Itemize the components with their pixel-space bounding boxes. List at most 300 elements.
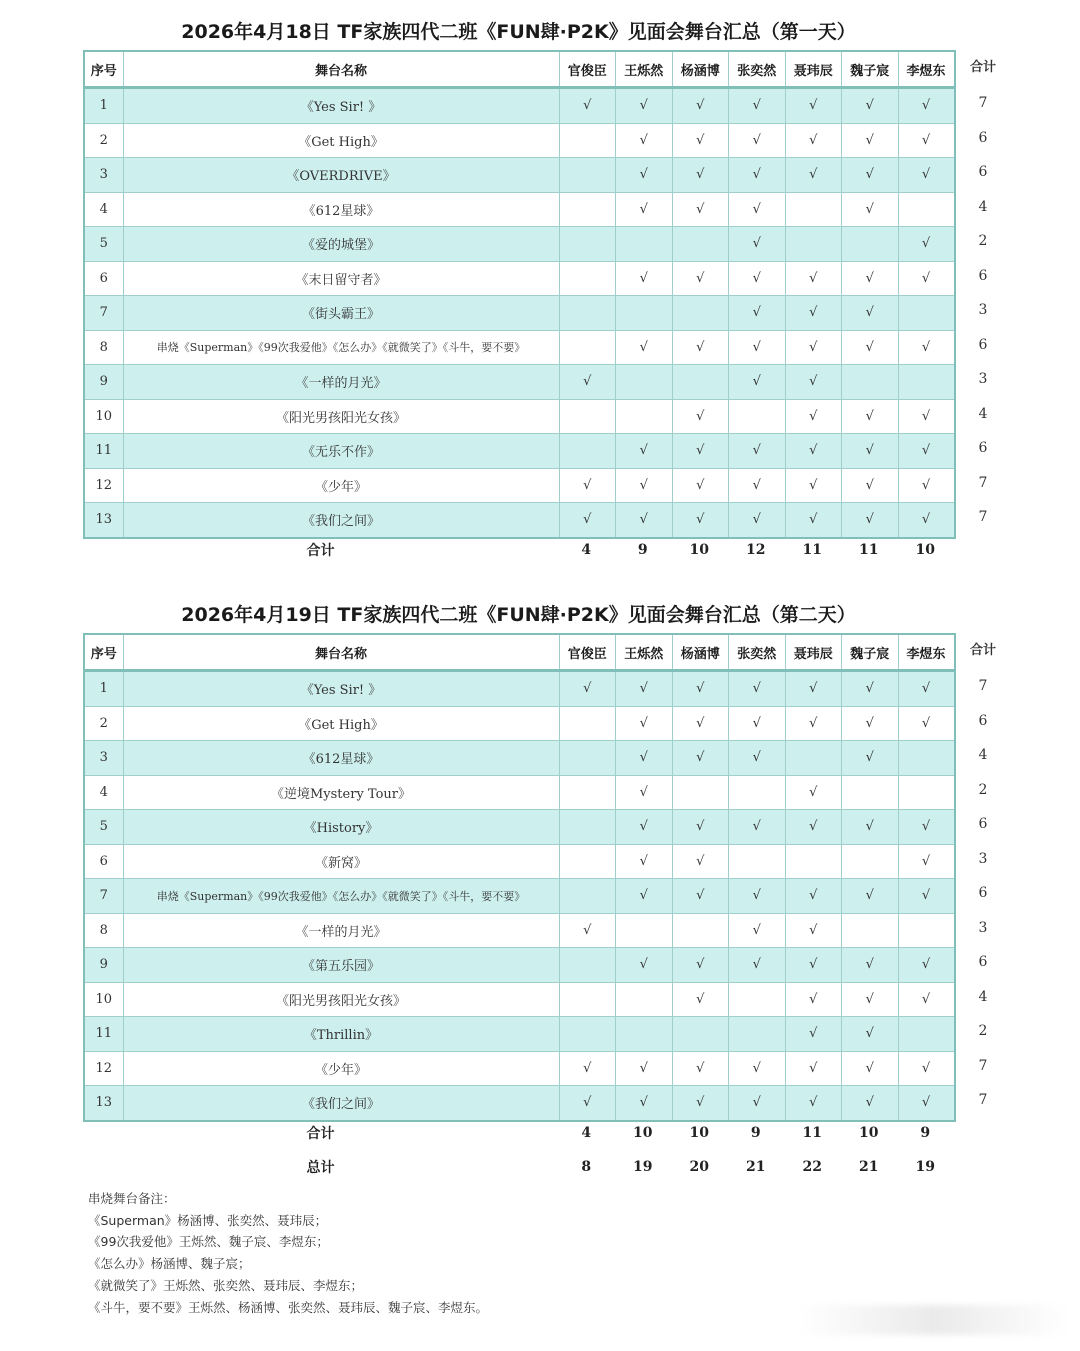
check-mark-icon: √ bbox=[729, 948, 786, 983]
row-stage-name: 《Get High》 bbox=[123, 706, 559, 741]
grandtotal-value: 19 bbox=[633, 1159, 653, 1175]
header-member: 聂玮辰 bbox=[785, 634, 842, 671]
row-total: 7 bbox=[978, 474, 988, 491]
row-stage-name: 《少年》 bbox=[123, 468, 559, 503]
check-mark-icon: √ bbox=[729, 330, 786, 365]
check-mark-icon: √ bbox=[729, 468, 786, 503]
check-mark-icon: √ bbox=[616, 261, 673, 296]
row-stage-name: 《Yes Sir! 》 bbox=[123, 671, 559, 707]
header-seq: 序号 bbox=[84, 634, 123, 671]
row-stage-name: 《我们之间》 bbox=[123, 503, 559, 538]
notes-heading: 串烧舞台备注： bbox=[88, 1191, 176, 1206]
header-member: 杨涵博 bbox=[672, 51, 729, 88]
row-seq: 11 bbox=[84, 1017, 123, 1052]
check-mark-icon: √ bbox=[616, 330, 673, 365]
empty-cell bbox=[559, 1017, 616, 1052]
check-mark-icon: √ bbox=[785, 296, 842, 331]
subtotal-value: 11 bbox=[859, 542, 879, 558]
subtotal-value: 12 bbox=[746, 542, 766, 558]
row-seq: 2 bbox=[84, 706, 123, 741]
check-mark-icon: √ bbox=[842, 741, 899, 776]
empty-cell bbox=[898, 913, 955, 948]
check-mark-icon: √ bbox=[616, 775, 673, 810]
row-seq: 8 bbox=[84, 330, 123, 365]
empty-cell bbox=[842, 913, 899, 948]
row-stage-name: 《我们之间》 bbox=[123, 1086, 559, 1121]
day2-subtotal-row bbox=[83, 1116, 954, 1150]
empty-cell bbox=[616, 365, 673, 400]
row-seq: 2 bbox=[84, 123, 123, 158]
check-mark-icon: √ bbox=[785, 706, 842, 741]
header-member: 魏子宸 bbox=[842, 51, 899, 88]
grandtotal-value: 20 bbox=[689, 1159, 709, 1175]
day2-row-totals bbox=[958, 633, 1008, 1118]
check-mark-icon: √ bbox=[785, 948, 842, 983]
day1-table bbox=[83, 50, 956, 539]
check-mark-icon: √ bbox=[898, 982, 955, 1017]
table-row bbox=[84, 296, 955, 331]
check-mark-icon: √ bbox=[729, 1086, 786, 1121]
subtotal-value: 9 bbox=[750, 1125, 761, 1141]
check-mark-icon: √ bbox=[842, 123, 899, 158]
check-mark-icon: √ bbox=[616, 948, 673, 983]
row-seq: 12 bbox=[84, 468, 123, 503]
empty-cell bbox=[729, 399, 786, 434]
row-stage-name: 《一样的月光》 bbox=[123, 913, 559, 948]
check-mark-icon: √ bbox=[729, 88, 786, 124]
table-row bbox=[84, 844, 955, 879]
check-mark-icon: √ bbox=[729, 503, 786, 538]
row-total: 6 bbox=[978, 816, 988, 832]
table-row bbox=[84, 123, 955, 158]
row-total: 7 bbox=[978, 1057, 988, 1074]
row-seq: 4 bbox=[84, 775, 123, 810]
check-mark-icon: √ bbox=[672, 434, 729, 469]
table-row bbox=[84, 982, 955, 1017]
row-stage-name: 《阳光男孩阳光女孩》 bbox=[123, 399, 559, 434]
subtotal-value: 11 bbox=[802, 542, 822, 558]
row-total: 3 bbox=[978, 302, 988, 318]
check-mark-icon: √ bbox=[672, 948, 729, 983]
check-mark-icon: √ bbox=[729, 706, 786, 741]
table-row bbox=[84, 158, 955, 193]
empty-cell bbox=[559, 330, 616, 365]
check-mark-icon: √ bbox=[616, 741, 673, 776]
day2-title: 2026年4月19日 TF家族四代二班《FUN肆·P2K》见面会舞台汇总（第二天） bbox=[181, 604, 856, 626]
empty-cell bbox=[785, 741, 842, 776]
table-row bbox=[84, 1051, 955, 1086]
check-mark-icon: √ bbox=[842, 1086, 899, 1121]
note-line: 《99次我爱他》王烁然、魏子宸、李煜东； bbox=[88, 1234, 329, 1250]
table-row bbox=[84, 261, 955, 296]
check-mark-icon: √ bbox=[672, 158, 729, 193]
empty-cell bbox=[842, 227, 899, 262]
grandtotal-label: 总计 bbox=[306, 1160, 335, 1176]
empty-cell bbox=[898, 296, 955, 331]
check-mark-icon: √ bbox=[729, 741, 786, 776]
day1-row-totals bbox=[958, 50, 1008, 535]
row-total: 4 bbox=[978, 198, 988, 215]
empty-cell bbox=[729, 844, 786, 879]
row-stage-name: 《612星球》 bbox=[123, 192, 559, 227]
check-mark-icon: √ bbox=[672, 261, 729, 296]
empty-cell bbox=[559, 192, 616, 227]
day1-table-body bbox=[84, 88, 955, 538]
check-mark-icon: √ bbox=[616, 123, 673, 158]
empty-cell bbox=[898, 775, 955, 810]
note-line: 《Superman》杨涵博、张奕然、聂玮辰； bbox=[88, 1212, 328, 1228]
grandtotal-value: 8 bbox=[581, 1159, 592, 1175]
row-seq: 1 bbox=[84, 671, 123, 707]
check-mark-icon: √ bbox=[898, 671, 955, 707]
empty-cell bbox=[672, 775, 729, 810]
row-seq: 6 bbox=[84, 261, 123, 296]
empty-cell bbox=[672, 296, 729, 331]
row-stage-name: 串烧《Superman》《99次我爱他》《怎么办》《就微笑了》《斗牛，要不要》 bbox=[123, 330, 559, 365]
check-mark-icon: √ bbox=[842, 192, 899, 227]
empty-cell bbox=[785, 192, 842, 227]
check-mark-icon: √ bbox=[729, 158, 786, 193]
day2-table-body bbox=[84, 671, 955, 1121]
row-seq: 9 bbox=[84, 948, 123, 983]
subtotal-value: 11 bbox=[802, 1125, 822, 1141]
empty-cell bbox=[672, 913, 729, 948]
check-mark-icon: √ bbox=[616, 1086, 673, 1121]
check-mark-icon: √ bbox=[729, 123, 786, 158]
check-mark-icon: √ bbox=[672, 741, 729, 776]
check-mark-icon: √ bbox=[559, 671, 616, 707]
empty-cell bbox=[559, 844, 616, 879]
empty-cell bbox=[559, 948, 616, 983]
row-total: 7 bbox=[978, 509, 988, 525]
check-mark-icon: √ bbox=[616, 706, 673, 741]
table-row bbox=[84, 775, 955, 810]
check-mark-icon: √ bbox=[898, 706, 955, 741]
check-mark-icon: √ bbox=[672, 1086, 729, 1121]
row-stage-name: 《OVERDRIVE》 bbox=[123, 158, 559, 193]
row-total: 2 bbox=[978, 1023, 988, 1039]
table-row bbox=[84, 88, 955, 124]
empty-cell bbox=[559, 158, 616, 193]
check-mark-icon: √ bbox=[785, 468, 842, 503]
empty-cell bbox=[559, 810, 616, 845]
row-total: 7 bbox=[978, 678, 988, 694]
check-mark-icon: √ bbox=[672, 706, 729, 741]
header-member: 聂玮辰 bbox=[785, 51, 842, 88]
check-mark-icon: √ bbox=[898, 158, 955, 193]
check-mark-icon: √ bbox=[559, 503, 616, 538]
row-stage-name: 《Thrillin》 bbox=[123, 1017, 559, 1052]
grandtotal-value: 21 bbox=[746, 1159, 766, 1175]
subtotal-label: 合计 bbox=[306, 1126, 335, 1142]
check-mark-icon: √ bbox=[898, 123, 955, 158]
row-stage-name: 《History》 bbox=[123, 810, 559, 845]
table-row bbox=[84, 1017, 955, 1052]
check-mark-icon: √ bbox=[672, 982, 729, 1017]
check-mark-icon: √ bbox=[559, 913, 616, 948]
check-mark-icon: √ bbox=[785, 775, 842, 810]
check-mark-icon: √ bbox=[616, 1051, 673, 1086]
check-mark-icon: √ bbox=[785, 158, 842, 193]
row-total: 6 bbox=[978, 440, 988, 456]
empty-cell bbox=[559, 775, 616, 810]
table-row bbox=[84, 913, 955, 948]
check-mark-icon: √ bbox=[785, 123, 842, 158]
check-mark-icon: √ bbox=[559, 88, 616, 124]
day1-header-row bbox=[84, 51, 955, 88]
check-mark-icon: √ bbox=[842, 468, 899, 503]
row-total: 4 bbox=[978, 747, 988, 763]
table-row bbox=[84, 227, 955, 262]
header-member: 魏子宸 bbox=[842, 634, 899, 671]
check-mark-icon: √ bbox=[842, 503, 899, 538]
day1-title: 2026年4月18日 TF家族四代二班《FUN肆·P2K》见面会舞台汇总（第一天） bbox=[181, 21, 856, 43]
empty-cell bbox=[898, 741, 955, 776]
row-stage-name: 《末日留守者》 bbox=[123, 261, 559, 296]
check-mark-icon: √ bbox=[729, 296, 786, 331]
subtotal-value: 4 bbox=[581, 1125, 592, 1141]
check-mark-icon: √ bbox=[729, 671, 786, 707]
check-mark-icon: √ bbox=[672, 330, 729, 365]
empty-cell bbox=[616, 296, 673, 331]
header-member: 李煜东 bbox=[898, 51, 955, 88]
subtotal-value: 4 bbox=[581, 542, 592, 558]
row-total: 3 bbox=[978, 919, 988, 936]
check-mark-icon: √ bbox=[616, 503, 673, 538]
check-mark-icon: √ bbox=[785, 671, 842, 707]
check-mark-icon: √ bbox=[842, 982, 899, 1017]
row-total: 2 bbox=[978, 781, 988, 798]
row-stage-name: 《阳光男孩阳光女孩》 bbox=[123, 982, 559, 1017]
check-mark-icon: √ bbox=[616, 158, 673, 193]
check-mark-icon: √ bbox=[672, 503, 729, 538]
check-mark-icon: √ bbox=[785, 399, 842, 434]
grandtotal-value: 21 bbox=[859, 1159, 879, 1175]
row-seq: 7 bbox=[84, 296, 123, 331]
subtotal-value: 10 bbox=[633, 1125, 653, 1141]
row-stage-name: 《无乐不作》 bbox=[123, 434, 559, 469]
check-mark-icon: √ bbox=[898, 88, 955, 124]
row-stage-name: 《街头霸王》 bbox=[123, 296, 559, 331]
row-seq: 6 bbox=[84, 844, 123, 879]
check-mark-icon: √ bbox=[729, 192, 786, 227]
check-mark-icon: √ bbox=[559, 365, 616, 400]
check-mark-icon: √ bbox=[672, 844, 729, 879]
check-mark-icon: √ bbox=[729, 913, 786, 948]
empty-cell bbox=[842, 844, 899, 879]
day2-table bbox=[83, 633, 956, 1122]
empty-cell bbox=[729, 982, 786, 1017]
check-mark-icon: √ bbox=[785, 1051, 842, 1086]
row-total: 4 bbox=[978, 405, 988, 422]
header-member: 张奕然 bbox=[729, 51, 786, 88]
check-mark-icon: √ bbox=[616, 879, 673, 914]
subtotal-value: 10 bbox=[859, 1125, 879, 1141]
subtotal-label: 合计 bbox=[306, 543, 335, 559]
row-seq: 3 bbox=[84, 158, 123, 193]
check-mark-icon: √ bbox=[672, 399, 729, 434]
row-total: 7 bbox=[978, 95, 988, 111]
row-seq: 8 bbox=[84, 913, 123, 948]
table-row bbox=[84, 365, 955, 400]
check-mark-icon: √ bbox=[842, 261, 899, 296]
check-mark-icon: √ bbox=[672, 88, 729, 124]
check-mark-icon: √ bbox=[898, 330, 955, 365]
check-mark-icon: √ bbox=[729, 1051, 786, 1086]
check-mark-icon: √ bbox=[842, 1017, 899, 1052]
check-mark-icon: √ bbox=[842, 434, 899, 469]
check-mark-icon: √ bbox=[672, 810, 729, 845]
table-row bbox=[84, 671, 955, 707]
day2-header-row bbox=[84, 634, 955, 671]
check-mark-icon: √ bbox=[898, 1086, 955, 1121]
check-mark-icon: √ bbox=[842, 88, 899, 124]
check-mark-icon: √ bbox=[898, 227, 955, 262]
row-seq: 1 bbox=[84, 88, 123, 124]
subtotal-value: 10 bbox=[689, 542, 709, 558]
grandtotal-value: 22 bbox=[802, 1159, 822, 1175]
check-mark-icon: √ bbox=[898, 1051, 955, 1086]
check-mark-icon: √ bbox=[785, 810, 842, 845]
grand-total-row bbox=[83, 1150, 954, 1184]
empty-cell bbox=[559, 706, 616, 741]
check-mark-icon: √ bbox=[559, 1086, 616, 1121]
row-total: 6 bbox=[978, 164, 988, 180]
check-mark-icon: √ bbox=[842, 948, 899, 983]
row-total: 3 bbox=[978, 850, 988, 867]
check-mark-icon: √ bbox=[898, 844, 955, 879]
header-member: 张奕然 bbox=[729, 634, 786, 671]
check-mark-icon: √ bbox=[729, 227, 786, 262]
check-mark-icon: √ bbox=[729, 261, 786, 296]
table-row bbox=[84, 810, 955, 845]
empty-cell bbox=[559, 879, 616, 914]
row-seq: 4 bbox=[84, 192, 123, 227]
header-member: 王烁然 bbox=[616, 634, 673, 671]
row-stage-name: 《逆境Mystery Tour》 bbox=[123, 775, 559, 810]
row-seq: 11 bbox=[84, 434, 123, 469]
check-mark-icon: √ bbox=[785, 365, 842, 400]
table-row bbox=[84, 468, 955, 503]
check-mark-icon: √ bbox=[842, 330, 899, 365]
empty-cell bbox=[559, 434, 616, 469]
empty-cell bbox=[729, 775, 786, 810]
check-mark-icon: √ bbox=[842, 810, 899, 845]
empty-cell bbox=[785, 844, 842, 879]
check-mark-icon: √ bbox=[616, 844, 673, 879]
check-mark-icon: √ bbox=[616, 88, 673, 124]
row-total: 7 bbox=[978, 1092, 988, 1108]
empty-cell bbox=[559, 227, 616, 262]
check-mark-icon: √ bbox=[729, 810, 786, 845]
check-mark-icon: √ bbox=[898, 399, 955, 434]
row-total: 3 bbox=[978, 371, 988, 387]
check-mark-icon: √ bbox=[616, 192, 673, 227]
row-seq: 10 bbox=[84, 982, 123, 1017]
check-mark-icon: √ bbox=[672, 123, 729, 158]
empty-cell bbox=[559, 123, 616, 158]
empty-cell bbox=[559, 296, 616, 331]
empty-cell bbox=[842, 775, 899, 810]
row-seq: 9 bbox=[84, 365, 123, 400]
empty-cell bbox=[616, 1017, 673, 1052]
row-total: 6 bbox=[978, 267, 988, 284]
medley-notes bbox=[88, 1188, 488, 1318]
header-row-total: 合计 bbox=[969, 643, 996, 658]
check-mark-icon: √ bbox=[729, 879, 786, 914]
empty-cell bbox=[559, 741, 616, 776]
subtotal-value: 9 bbox=[920, 1125, 931, 1141]
row-stage-name: 《少年》 bbox=[123, 1051, 559, 1086]
table-row bbox=[84, 741, 955, 776]
check-mark-icon: √ bbox=[842, 399, 899, 434]
subtotal-value: 10 bbox=[689, 1125, 709, 1141]
table-row bbox=[84, 706, 955, 741]
row-total: 6 bbox=[978, 336, 988, 353]
empty-cell bbox=[559, 399, 616, 434]
empty-cell bbox=[616, 227, 673, 262]
check-mark-icon: √ bbox=[785, 1086, 842, 1121]
check-mark-icon: √ bbox=[672, 468, 729, 503]
row-seq: 13 bbox=[84, 1086, 123, 1121]
row-stage-name: 《第五乐园》 bbox=[123, 948, 559, 983]
empty-cell bbox=[616, 913, 673, 948]
row-seq: 13 bbox=[84, 503, 123, 538]
note-line: 《怎么办》杨涵博、魏子宸； bbox=[88, 1256, 251, 1272]
header-member: 杨涵博 bbox=[672, 634, 729, 671]
check-mark-icon: √ bbox=[729, 365, 786, 400]
table-row bbox=[84, 330, 955, 365]
check-mark-icon: √ bbox=[616, 434, 673, 469]
check-mark-icon: √ bbox=[672, 192, 729, 227]
row-stage-name: 串烧《Superman》《99次我爱他》《怎么办》《就微笑了》《斗牛，要不要》 bbox=[123, 879, 559, 914]
grandtotal-value: 19 bbox=[915, 1159, 935, 1175]
row-seq: 10 bbox=[84, 399, 123, 434]
check-mark-icon: √ bbox=[785, 88, 842, 124]
subtotal-value: 9 bbox=[637, 542, 648, 558]
header-stage-name: 舞台名称 bbox=[123, 634, 559, 671]
check-mark-icon: √ bbox=[842, 296, 899, 331]
check-mark-icon: √ bbox=[898, 810, 955, 845]
header-member: 官俊臣 bbox=[559, 51, 616, 88]
row-stage-name: 《爱的城堡》 bbox=[123, 227, 559, 262]
check-mark-icon: √ bbox=[785, 913, 842, 948]
check-mark-icon: √ bbox=[842, 1051, 899, 1086]
header-member: 王烁然 bbox=[616, 51, 673, 88]
row-stage-name: 《612星球》 bbox=[123, 741, 559, 776]
row-seq: 7 bbox=[84, 879, 123, 914]
row-stage-name: 《Yes Sir! 》 bbox=[123, 88, 559, 124]
check-mark-icon: √ bbox=[842, 879, 899, 914]
header-member: 李煜东 bbox=[898, 634, 955, 671]
row-seq: 3 bbox=[84, 741, 123, 776]
check-mark-icon: √ bbox=[898, 261, 955, 296]
check-mark-icon: √ bbox=[616, 671, 673, 707]
table-row bbox=[84, 192, 955, 227]
check-mark-icon: √ bbox=[842, 706, 899, 741]
empty-cell bbox=[672, 365, 729, 400]
header-row-total: 合计 bbox=[969, 60, 996, 75]
note-line: 《斗牛，要不要》王烁然、杨涵博、张奕然、聂玮辰、魏子宸、李煜东。 bbox=[88, 1299, 489, 1315]
row-stage-name: 《Get High》 bbox=[123, 123, 559, 158]
check-mark-icon: √ bbox=[616, 810, 673, 845]
header-seq: 序号 bbox=[84, 51, 123, 88]
table-row bbox=[84, 948, 955, 983]
row-total: 6 bbox=[978, 954, 988, 970]
row-total: 6 bbox=[978, 712, 988, 729]
check-mark-icon: √ bbox=[898, 948, 955, 983]
check-mark-icon: √ bbox=[559, 1051, 616, 1086]
